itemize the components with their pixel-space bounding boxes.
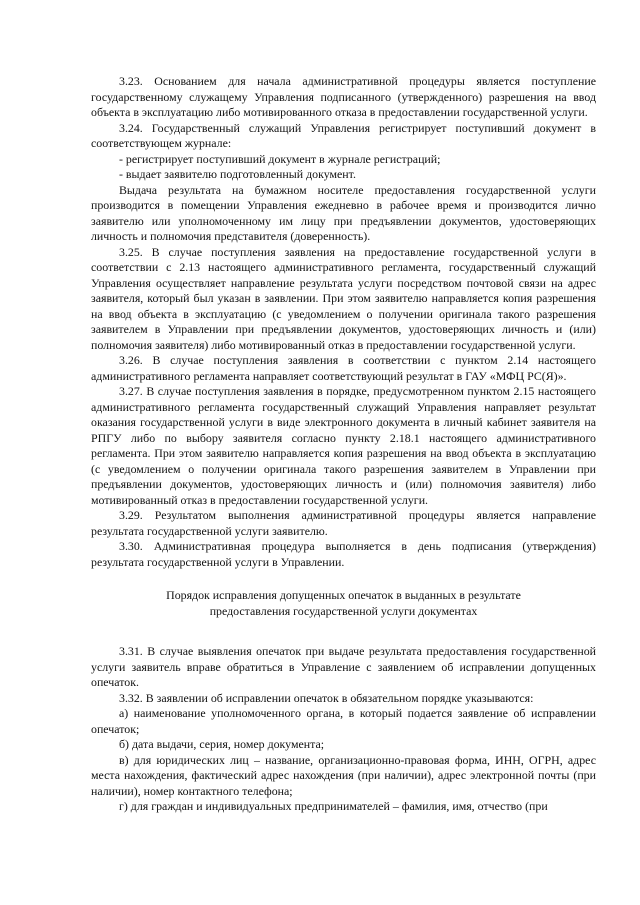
paragraph-3-23: 3.23. Основанием для начала административной процедуры является поступление государственному служащему Управления подписанного (утвержденного) разрешения на ввод объекта в эксплуатацию либо мотивированного отказа в предоставлении государственной услуги. [91,74,596,119]
paragraph-3-26: 3.26. В случае поступления заявления в соответствии с пунктом 2.14 настоящего административного регламента направляет соответствующий результат в ГАУ «МФЦ РС(Я)». [91,353,596,383]
paragraph-3-30: 3.30. Административная процедура выполняется в день подписания (утверждения) результата государственной услуги в Управлении. [91,539,596,569]
list-item-b: б) дата выдачи, серия, номер документа; [119,737,325,751]
section-title-line-2: предоставления государственной услуги документах [209,603,478,618]
list-item-g: г) для граждан и индивидуальных предпринимателей – фамилия, имя, отчество (при [119,799,548,813]
document-page [91,74,596,815]
section-title [91,588,596,619]
paragraph-paper-issuance: Выдача результата на бумажном носителе предоставления государственной услуги производится в помещении Управления ежедневно в рабочее время и производится лично заявителю или уполномоченному им лицу при предъявлении документов, удостоверяющих личность и полномочия представителя (доверенность). [91,182,596,243]
section-title-line-1: Порядок исправления допущенных опечаток в выданных в результате [166,588,521,602]
list-item-issue: - выдает заявителю подготовленный документ. [119,167,356,181]
list-item-register: - регистрирует поступивший документ в журнале регистраций; [119,151,441,166]
list-item-a: а) наименование уполномоченного органа, в который подается заявление об исправлении опечаток; [91,706,596,736]
paragraph-3-32: 3.32. В заявлении об исправлении опечаток в обязательном порядке указываются: [119,690,534,705]
paragraph-3-31: 3.31. В случае выявления опечаток при выдаче результата предоставления государственной услуги заявитель вправе обратиться в Управление с заявлением об исправлении допущенных опечаток. [91,644,596,689]
spacer [91,619,596,644]
paragraph-3-29: 3.29. Результатом выполнения административной процедуры является направление результата государственной услуги заявителю. [91,508,596,538]
paragraph-3-27: 3.27. В случае поступления заявления в порядке, предусмотренном пунктом 2.15 настоящего административного регламента государственный служащий Управления направляет результат оказания государственной услуги в виде электронного документа в личный кабинет заявителя на РПГУ либо по выбору заявителя согласно пункту 2.18.1 настоящего административного регламента. При этом заявителю направляется копия разрешения на ввод объекта в эксплуатацию (с уведомлением о получении оригинала такого разрешения заявителем в Управлении при предъявлении документов, удостоверяющих личность и (или) полномочия заявителя) либо мотивированный отказ в предоставлении государственной услуги. [91,384,596,507]
paragraph-3-24: 3.24. Государственный служащий Управления регистрирует поступивший документ в соответствующем журнале: [91,120,596,150]
paragraph-3-25: 3.25. В случае поступления заявления на предоставление государственной услуги в соответствии с 2.13 настоящего административного регламента, государственный служащий Управления осуществляет направление результата услуги посредством почтовой связи на адрес заявителя, который был указан в заявлении. При этом заявителю направляется копия разрешения на ввод объекта в эксплуатацию (с уведомлением о получении оригинала такого разрешения заявителем в Управлении при предъявлении документов, удостоверяющих личность и (или) полномочия заявителя) либо мотивированный отказ в предоставлении государственной услуги. [91,244,596,352]
list-item-v: в) для юридических лиц – название, организационно-правовая форма, ИНН, ОГРН, адрес места нахождения, фактический адрес нахождения (при наличии), адрес электронной почты (при наличии), номер контактного телефона; [91,752,596,798]
